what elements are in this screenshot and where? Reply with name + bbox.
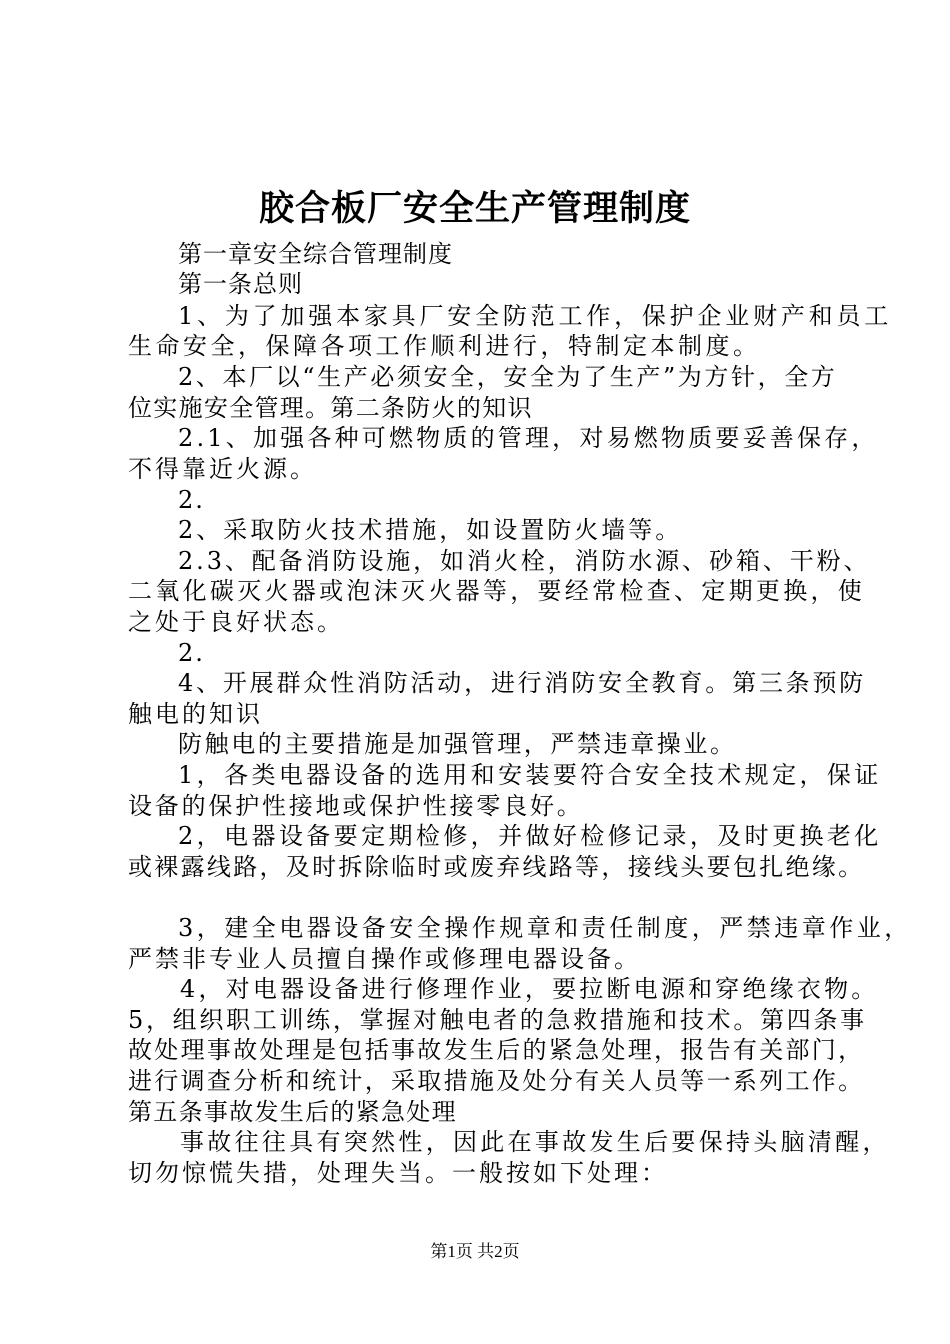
paragraph-line: 事故往往具有突然性，因此在事故发生后要保持头脑清醒，	[180, 1128, 890, 1156]
paragraph-line: 2.1、加强各种可燃物质的管理，对易燃物质要妥善保存，	[178, 424, 879, 452]
paragraph-line: 2.	[178, 639, 205, 667]
paragraph-line: 1、为了加强本家具厂安全防范工作，保护企业财产和员工	[178, 302, 893, 330]
paragraph-line: 4、开展群众性消防活动，进行消防安全教育。第三条预防	[178, 669, 867, 697]
paragraph-line: 进行调查分析和统计，采取措施及处分有关人员等一系列工作。	[128, 1067, 865, 1095]
paragraph-line: 生命安全，保障各项工作顺利进行，特制定本制度。	[128, 332, 761, 360]
paragraph-line: 触电的知识	[128, 700, 263, 728]
paragraph-line: 2.	[178, 486, 205, 514]
paragraph-line: 4，对电器设备进行修理作业，要拉断电源和穿绝缘衣物。	[180, 975, 879, 1003]
document-title: 胶合板厂安全生产管理制度	[258, 188, 691, 229]
paragraph-line: 第一章安全综合管理制度	[178, 240, 453, 268]
paragraph-line: 二氧化碳灭火器或泡沫灭火器等，要经常检查、定期更换，使	[128, 577, 866, 605]
paragraph-line: 5，组织职工训练，掌握对触电者的急救措施和技术。第四条事	[128, 1006, 867, 1034]
paragraph-line: 不得靠近火源。	[128, 455, 317, 483]
paragraph-line: 防触电的主要措施是加强管理，严禁违章操业。	[178, 730, 737, 758]
paragraph-line: 设备的保护性接地或保护性接零良好。	[128, 792, 584, 820]
paragraph-line: 2，电器设备要定期检修，并做好检修记录，及时更换老化	[178, 822, 882, 850]
paragraph-line: 故处理事故处理是包括事故发生后的紧急处理，报告有关部门，	[128, 1036, 865, 1064]
paragraph-line: 位实施安全管理。第二条防火的知识	[128, 394, 533, 422]
paragraph-line: 切勿惊慌失措，处理失当。一般按如下处理：	[128, 1159, 668, 1187]
paragraph-line: 1，各类电器设备的选用和安装要符合安全技术规定，保证	[178, 761, 882, 789]
paragraph-line: 第五条事故发生后的紧急处理	[128, 1098, 457, 1126]
paragraph-line: 之处于良好状态。	[128, 608, 344, 636]
paragraph-line: 2.3、配备消防设施，如消火栓，消防水源、砂箱、干粉、	[178, 547, 871, 575]
page-footer: 第1页 共2页	[430, 1242, 520, 1261]
paragraph-line: 或裸露线路，及时拆除临时或废弃线路等，接线头要包扎绝缘。	[128, 853, 865, 881]
paragraph-line: 3，建全电器设备安全操作规章和责任制度，严禁违章作业，	[178, 914, 912, 942]
paragraph-line: 第一条总则	[178, 270, 303, 298]
paragraph-line: 严禁非专业人员擅自操作或修理电器设备。	[128, 945, 641, 973]
paragraph-line: 2、采取防火技术措施，如设置防火墙等。	[178, 516, 683, 544]
paragraph-line: 2、本厂以“生产必须安全，安全为了生产”为方针，全方	[178, 363, 838, 391]
